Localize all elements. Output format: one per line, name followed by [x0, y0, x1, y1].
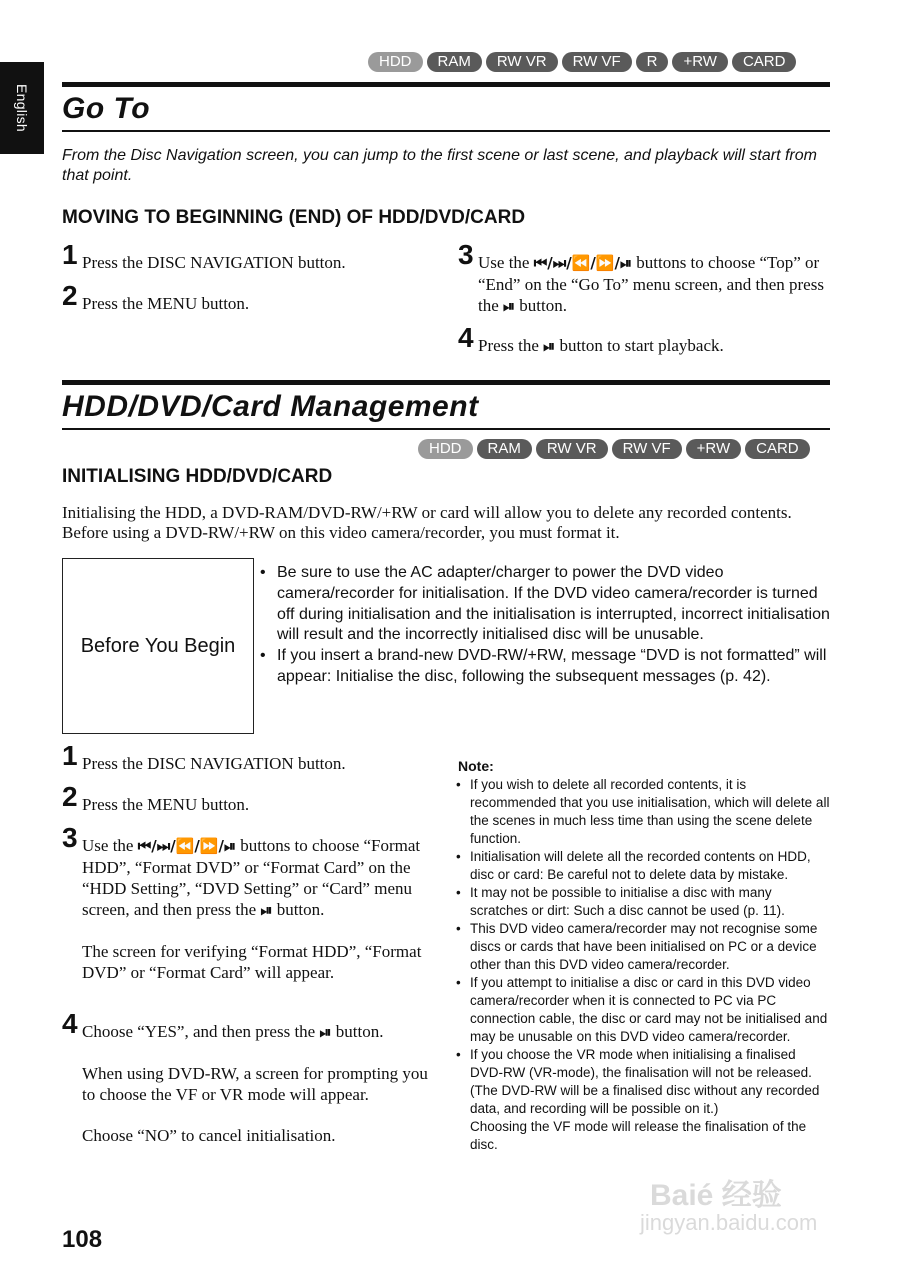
step-text-b: button. [335, 1022, 384, 1041]
step-text-c: button. [519, 296, 567, 315]
step-number: 1 [62, 740, 78, 771]
badge-ram: RAM [427, 52, 482, 72]
before-you-begin-list [260, 563, 830, 688]
mgmt-step-3 [62, 822, 437, 1005]
goto-intro: From the Disc Navigation screen, you can jump to the first scene or last scene, and playback will start from that point. [62, 147, 817, 184]
play-pause-icon: ⏯ [260, 901, 273, 919]
play-pause-icon: ⏯ [319, 1023, 332, 1041]
step-text [478, 252, 828, 317]
step-text [478, 335, 828, 357]
badge-hdd: HDD [368, 52, 423, 72]
list-item: • If you insert a brand-new DVD-RW/+RW, message “DVD is not formatted” will appear: Initialise the disc, following the subsequent messages (p. 42). [260, 646, 830, 688]
language-tab [0, 62, 44, 154]
step-text: Press the MENU button. [82, 795, 250, 814]
list-item: • It may not be possible to initialise a disc with many scratches or dirt: Such a disc cannot be used (p. 11). [456, 884, 830, 920]
step-number: 2 [62, 781, 78, 812]
step-note: Choose “NO” to cancel initialisation. [82, 1126, 336, 1145]
play-pause-icon: ⏯ [543, 337, 556, 355]
watermark-logo: Baié 经验 [650, 1179, 782, 1212]
step-number: 3 [62, 822, 78, 853]
step-note: The screen for verifying “Format HDD”, “Format DVD” or “Format Card” will appear. [82, 942, 422, 982]
list-item: • If you attempt to initialise a disc or card in this DVD video camera/recorder when it is connected to PC via PC connection cable, the disc or card may not be initialised and may be unusable on this DVD video camera/recorder. [456, 974, 830, 1046]
goto-subheading: MOVING TO BEGINNING (END) OF HDD/DVD/CARD [62, 207, 526, 228]
mgmt-title: HDD/DVD/Card Management [62, 390, 479, 423]
section-rule-bottom [62, 428, 830, 430]
list-item: • Initialisation will delete all the recorded contents on HDD, disc or card: Be careful not to delete data by mistake. [456, 848, 830, 884]
badge-rw-vf: RW VF [612, 439, 682, 459]
skip-search-play-controls-icon: ⏮/⏭/⏪/⏩/⏯ [137, 837, 236, 855]
badge-rw-vr: RW VR [536, 439, 608, 459]
badge-card: CARD [732, 52, 797, 72]
list-item: • This DVD video camera/recorder may not recognise some discs or cards that have been initialised on PC or a device other than this DVD video camera/recorder. [456, 920, 830, 974]
step-text-b: buttons to choose “Top” or “End” on the “Go To” menu screen, and then press the [478, 253, 824, 315]
language-label: English [14, 83, 30, 133]
list-item [456, 1046, 830, 1154]
media-badges-mgmt [418, 439, 810, 459]
step-text-a: Use the [478, 253, 530, 272]
step-text: Press the DISC NAVIGATION button. [82, 253, 346, 272]
note-text: If you choose the VR mode when initialising a finalised DVD-RW (VR-mode), the finalisation will not be released. (The DVD-RW will be a finalised disc without any recorded data, and recording will be possible on it.) [470, 1047, 820, 1116]
step-number: 4 [62, 1008, 78, 1039]
step-number: 1 [62, 239, 78, 270]
note-continuation: Choosing the VF mode will release the finalisation of the disc. [470, 1119, 807, 1152]
play-pause-icon: ⏯ [503, 297, 516, 315]
badge-card: CARD [745, 439, 810, 459]
goto-title: Go To [62, 92, 151, 125]
note-list [456, 776, 830, 1154]
mgmt-subheading: INITIALISING HDD/DVD/CARD [62, 466, 333, 487]
step-number: 4 [458, 322, 474, 353]
badge-rw-vf: RW VF [562, 52, 632, 72]
list-item: • Be sure to use the AC adapter/charger to power the DVD video camera/recorder for initialisation. If the DVD video camera/recorder is turned off during initialisation and the initialisation is interrupted, incorrect initialisation will result and the incorrectly initialised disc will be unusable. [260, 563, 830, 646]
section-rule-top [62, 380, 830, 385]
before-you-begin-label: Before You Begin [80, 634, 236, 657]
step-text-a: Press the [478, 336, 539, 355]
step-text-b: buttons to choose “Format HDD”, “Format DVD” or “Format Card” on the “HDD Setting”, “DVD Setting” or “Card” menu screen, and then press the [82, 836, 421, 919]
section-rule-top [62, 82, 830, 87]
step-text-a: Use the [82, 836, 134, 855]
step-text-c: button. [276, 900, 325, 919]
step-text: Press the DISC NAVIGATION button. [82, 754, 346, 773]
skip-search-play-controls-icon: ⏮/⏭/⏪/⏩/⏯ [533, 254, 632, 272]
page-number: 108 [62, 1226, 103, 1253]
step-text-b: button to start playback. [559, 336, 724, 355]
badge-plus-rw: +RW [672, 52, 727, 72]
section-rule-bottom [62, 130, 830, 132]
badge-hdd: HDD [418, 439, 473, 459]
mgmt-intro: Initialising the HDD, a DVD-RAM/DVD-RW/+RW or card will allow you to delete any recorded contents. Before using a DVD-RW/+RW on this video camera/recorder, you must format it. [62, 503, 792, 542]
step-number: 2 [62, 280, 78, 311]
step-note: When using DVD-RW, a screen for prompting you to choose the VF or VR mode will appear. [82, 1064, 428, 1104]
badge-r: R [636, 52, 669, 72]
badge-plus-rw: +RW [686, 439, 741, 459]
before-you-begin-box [62, 558, 254, 734]
step-number: 3 [458, 239, 474, 270]
badge-rw-vr: RW VR [486, 52, 558, 72]
step-text: Press the MENU button. [82, 294, 250, 313]
step-text [82, 1021, 437, 1146]
media-badges-top [368, 52, 796, 72]
note-title: Note: [458, 758, 494, 774]
step-text-a: Choose “YES”, and then press the [82, 1022, 316, 1041]
list-item: • If you wish to delete all recorded contents, it is recommended that you use initialisation, which will delete all the scenes in much less time than using the scene delete function. [456, 776, 830, 848]
step-text [82, 835, 437, 983]
watermark-url: jingyan.baidu.com [640, 1210, 818, 1235]
badge-ram: RAM [477, 439, 532, 459]
